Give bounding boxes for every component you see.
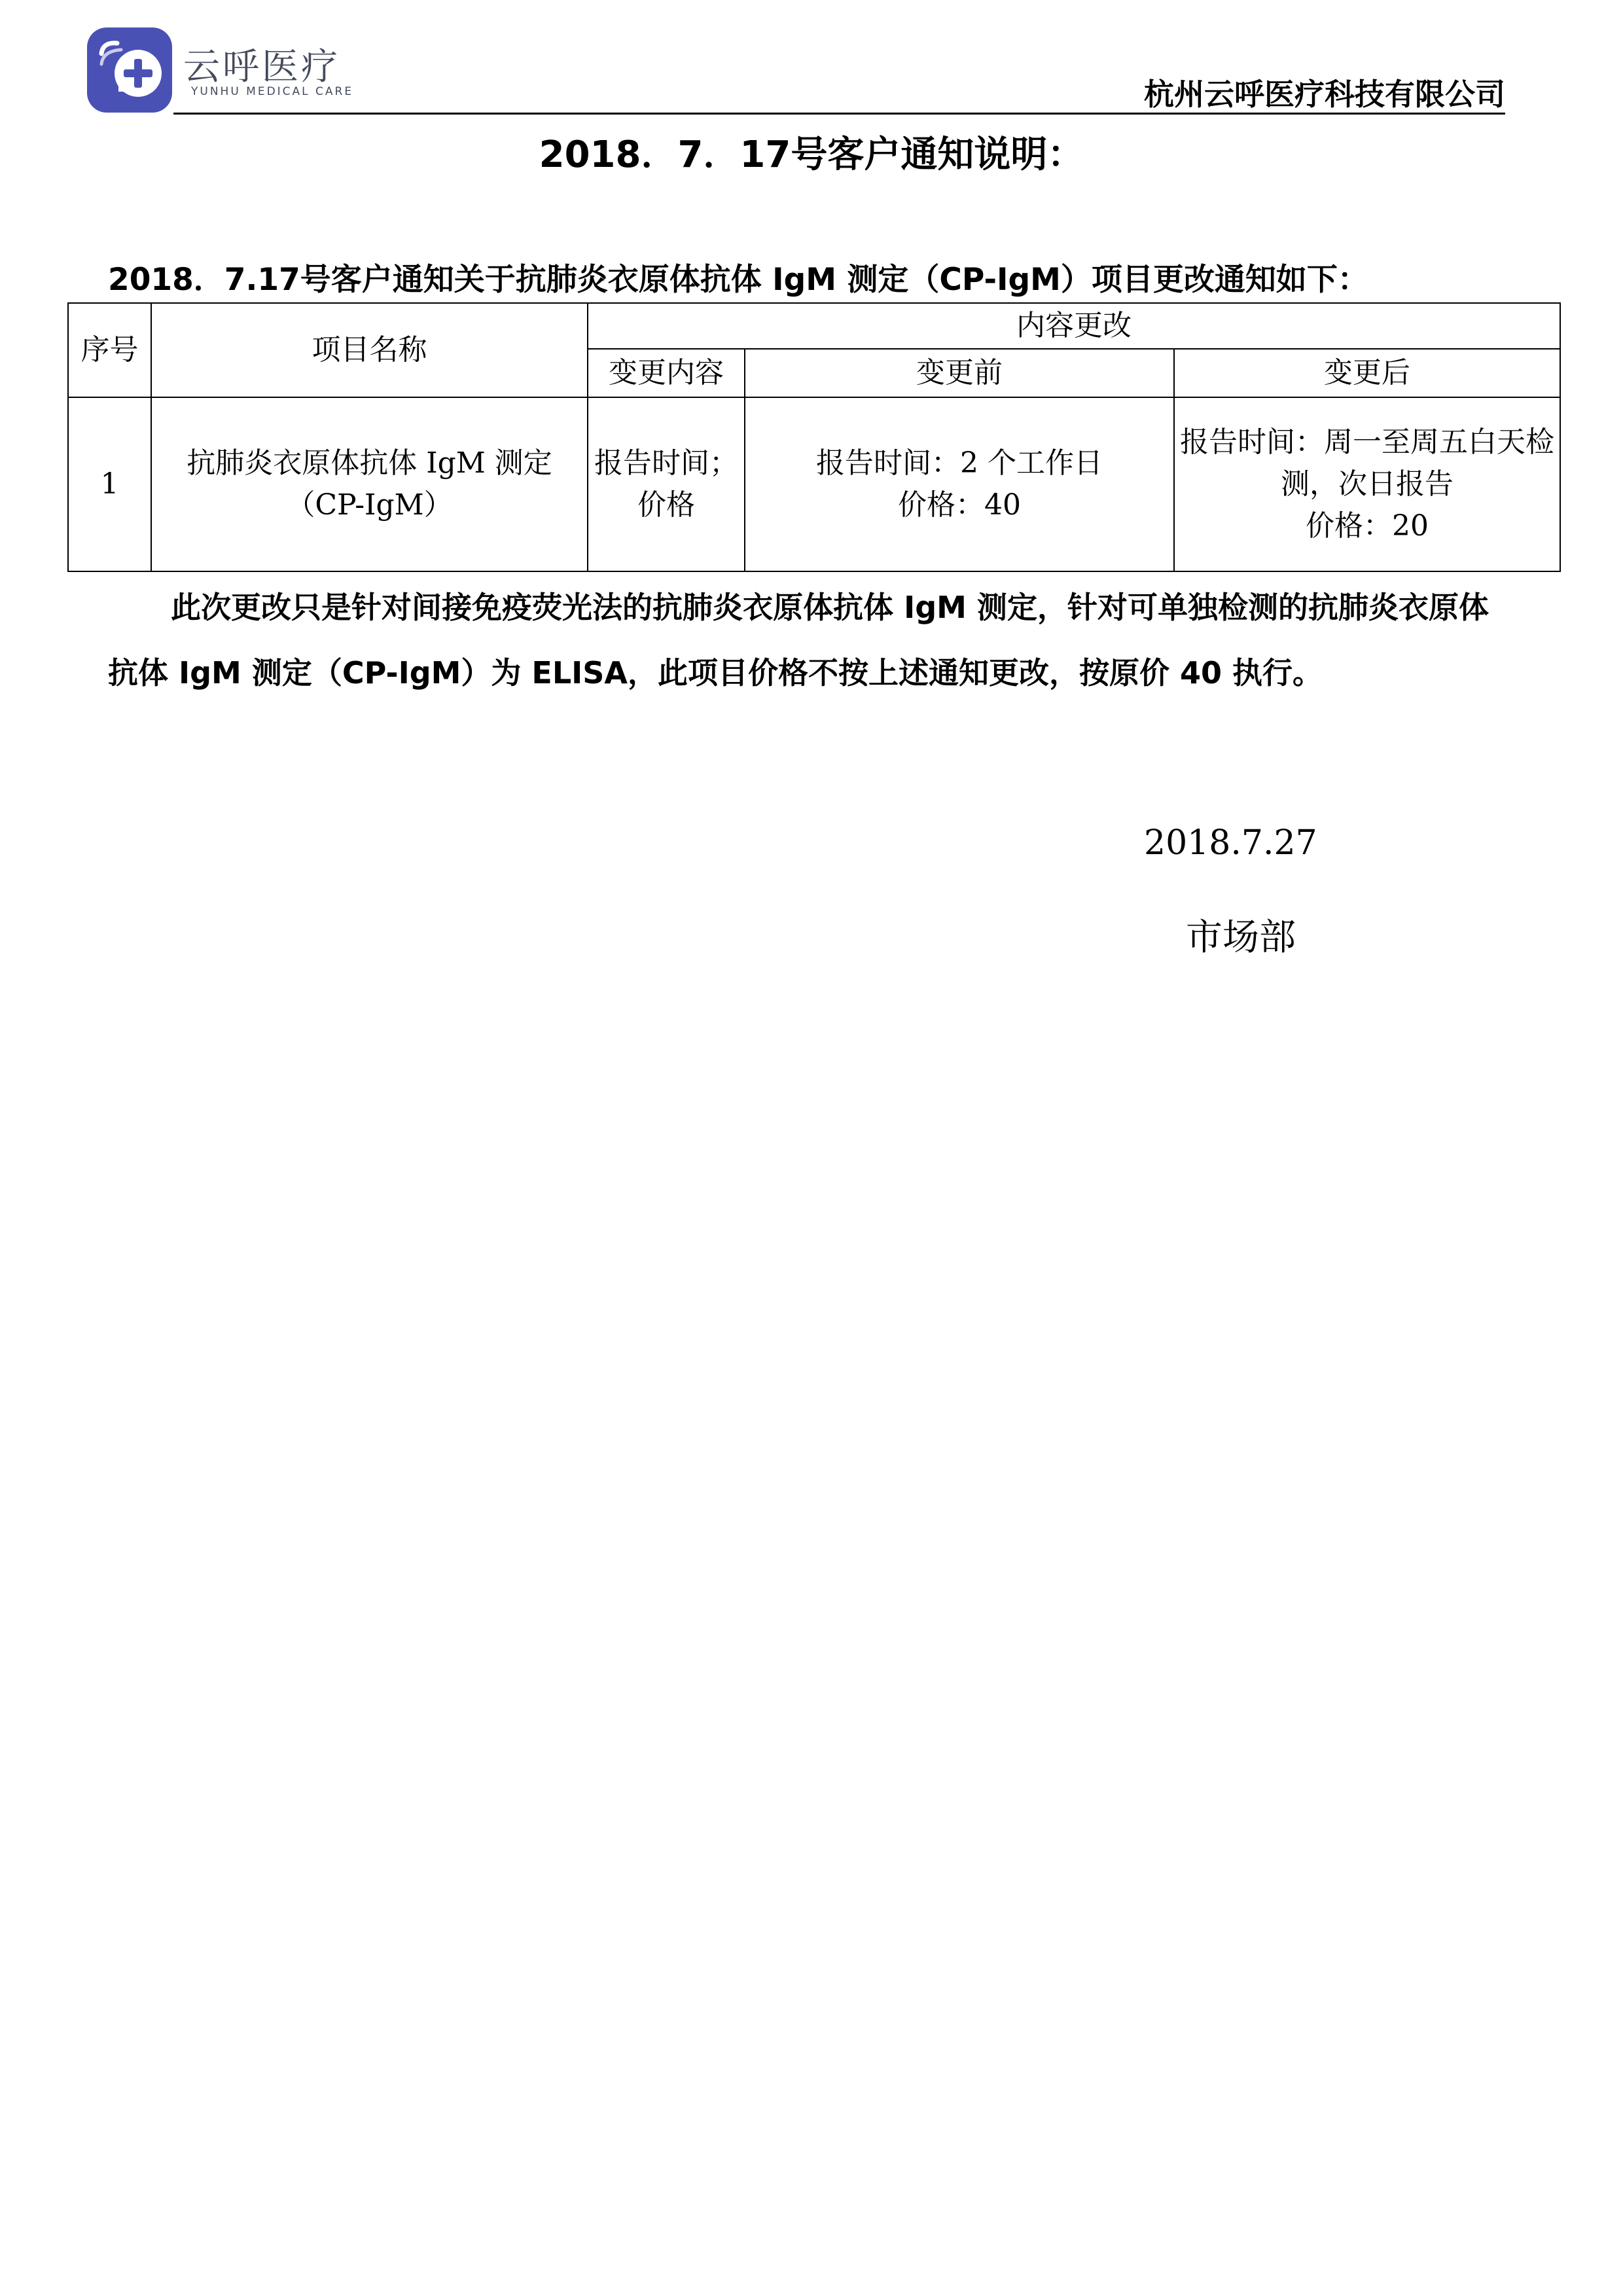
company-name: 杭州云呼医疗科技有限公司 xyxy=(1144,77,1505,112)
cell-change-content xyxy=(588,397,745,571)
table-row xyxy=(68,397,1560,571)
header-item-name: 项目名称 xyxy=(151,303,588,397)
change-table xyxy=(67,302,1561,572)
change-line: 报告时间； xyxy=(594,446,738,480)
logo-wordmark: 云呼医疗 xyxy=(183,46,340,88)
after-line: 价格：20 xyxy=(1306,509,1429,543)
cell-item-name xyxy=(151,397,588,571)
company-logo-icon xyxy=(87,27,172,113)
change-line: 价格 xyxy=(637,488,695,522)
signature-department: 市场部 xyxy=(1186,916,1296,959)
before-line: 报告时间：2 个工作日 xyxy=(816,446,1103,480)
header-content-change: 内容更改 xyxy=(588,303,1560,349)
logo-tagline: YUNHU MEDICAL CARE xyxy=(191,85,354,98)
after-line: 测，次日报告 xyxy=(1281,467,1454,501)
header-divider xyxy=(173,113,1505,115)
notice-subtitle: 2018．7.17号客户通知关于抗肺炎衣原体抗体 IgM 测定（CP-IgM）项目更改通知如下： xyxy=(108,262,1368,298)
cell-seq: 1 xyxy=(68,397,151,571)
item-name-code: （CP-IgM） xyxy=(286,488,453,522)
cell-after xyxy=(1174,397,1560,571)
header-before: 变更前 xyxy=(745,349,1174,397)
header-after: 变更后 xyxy=(1174,349,1560,397)
signature-date: 2018.7.27 xyxy=(1144,823,1317,863)
before-line: 价格：40 xyxy=(898,488,1021,522)
header-change-content: 变更内容 xyxy=(588,349,745,397)
note-paragraph: 此次更改只是针对间接免疫荧光法的抗肺炎衣原体抗体 IgM 测定，针对可单独检测的抗肺炎衣原体抗体 IgM 测定（CP-IgM）为 ELISA，此项目价格不按上述通知更改，按原价 40 执行。 xyxy=(108,590,1489,691)
page-title: 2018．7．17号客户通知说明： xyxy=(539,134,1084,176)
item-name-line: 抗肺炎衣原体抗体 IgM 测定 xyxy=(187,446,552,480)
after-line: 报告时间：周一至周五白天检 xyxy=(1180,425,1554,459)
table-header-row xyxy=(68,303,1560,349)
header-seq: 序号 xyxy=(68,303,151,397)
cell-before xyxy=(745,397,1174,571)
